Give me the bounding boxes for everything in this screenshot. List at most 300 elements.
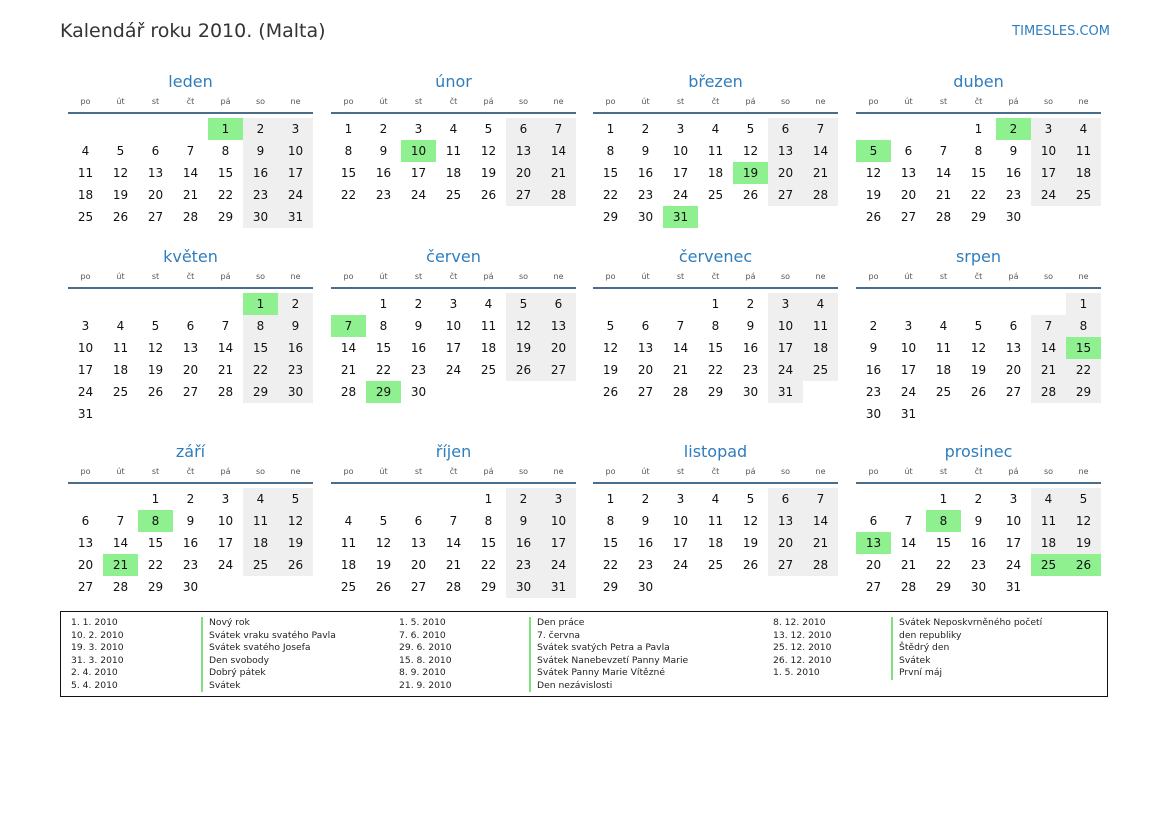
day-cell[interactable]: 20 [182,363,199,377]
day-cell[interactable]: 2 [869,319,878,333]
day-cell[interactable]: 23 [243,184,278,206]
day-cell[interactable]: 28 [672,385,689,399]
day-cell[interactable]: 9 [278,315,313,337]
day-cell[interactable]: 19 [278,532,313,554]
day-cell[interactable]: 27 [182,385,199,399]
day-cell[interactable]: 11 [77,166,94,180]
day-cell[interactable]: 2 [506,488,541,510]
day-cell[interactable]: 2 [243,118,278,140]
day-cell[interactable]: 21 [217,363,234,377]
day-cell[interactable]: 18 [707,536,724,550]
day-cell[interactable]: 23 [506,554,541,576]
day-cell[interactable]: 31 [768,381,803,403]
day-cell[interactable]: 3 [904,319,913,333]
day-cell[interactable]: 5 [974,319,983,333]
day-cell[interactable]: 16 [742,341,759,355]
day-cell[interactable]: 7 [676,319,685,333]
day-cell[interactable]: 1 [379,297,388,311]
day-cell[interactable]: 18 [707,166,724,180]
day-cell[interactable]: 18 [1066,162,1101,184]
day-cell[interactable]: 21 [900,558,917,572]
day-cell[interactable]: 23 [742,363,759,377]
day-cell[interactable]: 6 [1009,319,1018,333]
day-cell[interactable]: 3 [278,118,313,140]
day-cell[interactable]: 14 [803,510,838,532]
day-cell[interactable]: 19 [602,363,619,377]
day-cell[interactable]: 14 [900,536,917,550]
day-cell[interactable]: 19 [742,536,759,550]
day-cell[interactable]: 17 [445,341,462,355]
day-cell[interactable]: 20 [768,532,803,554]
day-cell[interactable]: 26 [112,210,129,224]
day-cell[interactable]: 28 [803,554,838,576]
day-cell[interactable]: 13 [182,341,199,355]
day-cell[interactable]: 17 [217,536,234,550]
day-cell[interactable]: 10 [77,341,94,355]
day-cell[interactable]: 12 [480,144,497,158]
day-cell[interactable]: 31 [900,407,917,421]
day-cell[interactable]: 30 [970,580,987,594]
day-cell[interactable]: 16 [1005,166,1022,180]
day-cell[interactable]: 6 [768,488,803,510]
day-cell[interactable]: 15 [375,341,392,355]
day-cell[interactable]: 19 [1066,532,1101,554]
day-cell[interactable]: 9 [869,341,878,355]
day-cell[interactable]: 10 [278,140,313,162]
day-cell[interactable]: 28 [112,580,129,594]
day-cell[interactable]: 19 [112,188,129,202]
day-cell[interactable]: 13 [1005,341,1022,355]
day-cell[interactable]: 10 [900,341,917,355]
day-cell[interactable]: 9 [379,144,388,158]
day-cell[interactable]: 28 [900,580,917,594]
day-cell[interactable]: 4 [344,514,353,528]
day-cell[interactable]: 15 [217,166,234,180]
day-cell[interactable]: 25 [112,385,129,399]
day-cell[interactable]: 28 [445,580,462,594]
day-cell[interactable]: 27 [900,210,917,224]
day-cell[interactable]: 20 [768,162,803,184]
day-cell[interactable]: 8 [974,144,983,158]
day-cell[interactable]: 6 [541,293,576,315]
day-cell[interactable]: 11 [243,510,278,532]
day-cell[interactable]: 20 [637,363,654,377]
day-cell[interactable]: 16 [375,166,392,180]
day-cell[interactable]: 11 [480,319,497,333]
day-cell[interactable]: 7 [186,144,195,158]
day-cell[interactable]: 22 [602,558,619,572]
day-cell[interactable]: 17 [77,363,94,377]
day-cell[interactable]: 17 [900,363,917,377]
day-cell[interactable]: 24 [278,184,313,206]
day-cell[interactable]: 28 [803,184,838,206]
day-cell[interactable]: 8 [243,315,278,337]
day-cell[interactable]: 18 [243,532,278,554]
day-cell[interactable]: 21 [445,558,462,572]
day-cell[interactable]: 25 [803,359,838,381]
day-cell[interactable]: 22 [480,558,497,572]
day-cell[interactable]: 30 [637,210,654,224]
day-cell[interactable]: 10 [1031,140,1066,162]
day-cell[interactable]: 25 [935,385,952,399]
day-cell[interactable]: 17 [672,166,689,180]
day-cell[interactable]: 2 [641,492,650,506]
day-cell[interactable]: 12 [112,166,129,180]
day-cell[interactable]: 1 [606,492,615,506]
day-cell[interactable]: 5 [856,140,891,162]
day-cell[interactable]: 3 [676,122,685,136]
day-cell[interactable]: 1 [1066,293,1101,315]
day-cell[interactable]: 7 [221,319,230,333]
day-cell[interactable]: 23 [637,558,654,572]
day-cell[interactable]: 4 [243,488,278,510]
day-cell[interactable]: 12 [742,144,759,158]
day-cell[interactable]: 25 [1031,554,1066,576]
day-cell[interactable]: 27 [77,580,94,594]
day-cell[interactable]: 14 [541,140,576,162]
day-cell[interactable]: 5 [379,514,388,528]
day-cell[interactable]: 3 [768,293,803,315]
day-cell[interactable]: 10 [768,315,803,337]
day-cell[interactable]: 6 [506,118,541,140]
day-cell[interactable]: 13 [541,315,576,337]
day-cell[interactable]: 23 [970,558,987,572]
day-cell[interactable]: 24 [768,359,803,381]
day-cell[interactable]: 27 [637,385,654,399]
day-cell[interactable]: 15 [707,341,724,355]
day-cell[interactable]: 14 [935,166,952,180]
brand-link[interactable]: TIMESLES.COM [1012,24,1110,39]
day-cell[interactable]: 30 [182,580,199,594]
day-cell[interactable]: 31 [77,407,94,421]
day-cell[interactable]: 29 [602,210,619,224]
day-cell[interactable]: 7 [803,488,838,510]
day-cell[interactable]: 10 [217,514,234,528]
day-cell[interactable]: 13 [77,536,94,550]
day-cell[interactable]: 12 [970,341,987,355]
day-cell[interactable]: 8 [344,144,353,158]
day-cell[interactable]: 18 [77,188,94,202]
day-cell[interactable]: 7 [449,514,458,528]
day-cell[interactable]: 27 [1005,385,1022,399]
day-cell[interactable]: 8 [138,510,173,532]
day-cell[interactable]: 19 [506,337,541,359]
day-cell[interactable]: 22 [340,188,357,202]
day-cell[interactable]: 12 [278,510,313,532]
day-cell[interactable]: 4 [711,122,720,136]
day-cell[interactable]: 18 [935,363,952,377]
day-cell[interactable]: 7 [1031,315,1066,337]
day-cell[interactable]: 4 [1066,118,1101,140]
day-cell[interactable]: 20 [147,188,164,202]
day-cell[interactable]: 29 [935,580,952,594]
day-cell[interactable]: 30 [865,407,882,421]
day-cell[interactable]: 21 [1031,359,1066,381]
day-cell[interactable]: 29 [707,385,724,399]
day-cell[interactable]: 9 [186,514,195,528]
day-cell[interactable]: 6 [641,319,650,333]
day-cell[interactable]: 26 [742,558,759,572]
day-cell[interactable]: 25 [243,554,278,576]
day-cell[interactable]: 15 [340,166,357,180]
day-cell[interactable]: 26 [480,188,497,202]
day-cell[interactable]: 30 [410,385,427,399]
day-cell[interactable]: 16 [637,536,654,550]
day-cell[interactable]: 23 [865,385,882,399]
day-cell[interactable]: 11 [707,514,724,528]
day-cell[interactable]: 9 [506,510,541,532]
day-cell[interactable]: 29 [147,580,164,594]
day-cell[interactable]: 17 [1031,162,1066,184]
day-cell[interactable]: 22 [935,558,952,572]
day-cell[interactable]: 11 [112,341,129,355]
day-cell[interactable]: 7 [116,514,125,528]
day-cell[interactable]: 22 [602,188,619,202]
day-cell[interactable]: 6 [904,144,913,158]
day-cell[interactable]: 2 [996,118,1031,140]
day-cell[interactable]: 14 [803,140,838,162]
day-cell[interactable]: 2 [186,492,195,506]
day-cell[interactable]: 12 [865,166,882,180]
day-cell[interactable]: 23 [637,188,654,202]
day-cell[interactable]: 3 [449,297,458,311]
day-cell[interactable]: 23 [182,558,199,572]
day-cell[interactable]: 8 [1066,315,1101,337]
day-cell[interactable]: 24 [672,558,689,572]
day-cell[interactable]: 3 [676,492,685,506]
day-cell[interactable]: 4 [116,319,125,333]
day-cell[interactable]: 19 [865,188,882,202]
day-cell[interactable]: 7 [939,144,948,158]
day-cell[interactable]: 3 [221,492,230,506]
day-cell[interactable]: 2 [746,297,755,311]
day-cell[interactable]: 14 [340,341,357,355]
day-cell[interactable]: 12 [375,536,392,550]
day-cell[interactable]: 20 [865,558,882,572]
day-cell[interactable]: 13 [768,140,803,162]
day-cell[interactable]: 19 [147,363,164,377]
day-cell[interactable]: 3 [1009,492,1018,506]
day-cell[interactable]: 5 [1066,488,1101,510]
day-cell[interactable]: 21 [182,188,199,202]
day-cell[interactable]: 27 [768,184,803,206]
day-cell[interactable]: 20 [900,188,917,202]
day-cell[interactable]: 8 [926,510,961,532]
day-cell[interactable]: 28 [541,184,576,206]
day-cell[interactable]: 26 [1066,554,1101,576]
day-cell[interactable]: 30 [278,381,313,403]
day-cell[interactable]: 24 [900,385,917,399]
day-cell[interactable]: 5 [151,319,160,333]
day-cell[interactable]: 5 [484,122,493,136]
day-cell[interactable]: 6 [768,118,803,140]
day-cell[interactable]: 22 [147,558,164,572]
day-cell[interactable]: 24 [445,363,462,377]
day-cell[interactable]: 20 [1005,363,1022,377]
day-cell[interactable]: 9 [414,319,423,333]
day-cell[interactable]: 13 [147,166,164,180]
day-cell[interactable]: 29 [1066,381,1101,403]
day-cell[interactable]: 26 [147,385,164,399]
day-cell[interactable]: 15 [602,166,619,180]
day-cell[interactable]: 15 [970,166,987,180]
day-cell[interactable]: 1 [606,122,615,136]
day-cell[interactable]: 21 [803,532,838,554]
day-cell[interactable]: 22 [970,188,987,202]
day-cell[interactable]: 12 [147,341,164,355]
day-cell[interactable]: 24 [1005,558,1022,572]
day-cell[interactable]: 1 [344,122,353,136]
day-cell[interactable]: 13 [506,140,541,162]
day-cell[interactable]: 29 [243,381,278,403]
day-cell[interactable]: 9 [974,514,983,528]
day-cell[interactable]: 5 [116,144,125,158]
day-cell[interactable]: 11 [1031,510,1066,532]
day-cell[interactable]: 30 [243,206,278,228]
day-cell[interactable]: 1 [939,492,948,506]
day-cell[interactable]: 24 [217,558,234,572]
day-cell[interactable]: 17 [1005,536,1022,550]
day-cell[interactable]: 31 [663,206,698,228]
day-cell[interactable]: 8 [379,319,388,333]
day-cell[interactable]: 16 [865,363,882,377]
day-cell[interactable]: 21 [803,162,838,184]
day-cell[interactable]: 17 [410,166,427,180]
day-cell[interactable]: 7 [541,118,576,140]
day-cell[interactable]: 2 [641,122,650,136]
day-cell[interactable]: 9 [243,140,278,162]
day-cell[interactable]: 5 [606,319,615,333]
day-cell[interactable]: 8 [484,514,493,528]
day-cell[interactable]: 21 [340,363,357,377]
day-cell[interactable]: 11 [1066,140,1101,162]
day-cell[interactable]: 1 [243,293,278,315]
day-cell[interactable]: 22 [1066,359,1101,381]
day-cell[interactable]: 27 [506,184,541,206]
day-cell[interactable]: 5 [746,492,755,506]
day-cell[interactable]: 13 [637,341,654,355]
day-cell[interactable]: 7 [331,315,366,337]
day-cell[interactable]: 22 [243,359,278,381]
day-cell[interactable]: 3 [81,319,90,333]
day-cell[interactable]: 10 [1005,514,1022,528]
day-cell[interactable]: 28 [217,385,234,399]
day-cell[interactable]: 5 [278,488,313,510]
day-cell[interactable]: 23 [375,188,392,202]
day-cell[interactable]: 12 [506,315,541,337]
day-cell[interactable]: 16 [506,532,541,554]
day-cell[interactable]: 21 [541,162,576,184]
day-cell[interactable]: 30 [637,580,654,594]
day-cell[interactable]: 19 [480,166,497,180]
day-cell[interactable]: 8 [606,514,615,528]
day-cell[interactable]: 22 [217,188,234,202]
day-cell[interactable]: 5 [506,293,541,315]
day-cell[interactable]: 10 [401,140,436,162]
day-cell[interactable]: 5 [746,122,755,136]
day-cell[interactable]: 14 [445,536,462,550]
day-cell[interactable]: 3 [1031,118,1066,140]
day-cell[interactable]: 24 [1031,184,1066,206]
day-cell[interactable]: 29 [366,381,401,403]
day-cell[interactable]: 10 [445,319,462,333]
day-cell[interactable]: 2 [414,297,423,311]
day-cell[interactable]: 14 [1031,337,1066,359]
day-cell[interactable]: 30 [506,576,541,598]
day-cell[interactable]: 17 [672,536,689,550]
day-cell[interactable]: 24 [672,188,689,202]
day-cell[interactable]: 12 [1066,510,1101,532]
day-cell[interactable]: 10 [541,510,576,532]
day-cell[interactable]: 26 [506,359,541,381]
day-cell[interactable]: 1 [484,492,493,506]
day-cell[interactable]: 31 [1005,580,1022,594]
day-cell[interactable]: 7 [803,118,838,140]
day-cell[interactable]: 23 [278,359,313,381]
day-cell[interactable]: 31 [541,576,576,598]
day-cell[interactable]: 13 [900,166,917,180]
day-cell[interactable]: 24 [541,554,576,576]
day-cell[interactable]: 14 [672,341,689,355]
day-cell[interactable]: 17 [278,162,313,184]
day-cell[interactable]: 28 [935,210,952,224]
day-cell[interactable]: 9 [746,319,755,333]
day-cell[interactable]: 20 [541,337,576,359]
day-cell[interactable]: 4 [939,319,948,333]
day-cell[interactable]: 11 [445,144,462,158]
day-cell[interactable]: 25 [707,558,724,572]
day-cell[interactable]: 15 [480,536,497,550]
day-cell[interactable]: 28 [182,210,199,224]
day-cell[interactable]: 20 [410,558,427,572]
day-cell[interactable]: 4 [484,297,493,311]
day-cell[interactable]: 16 [410,341,427,355]
day-cell[interactable]: 27 [147,210,164,224]
day-cell[interactable]: 11 [935,341,952,355]
day-cell[interactable]: 26 [278,554,313,576]
day-cell[interactable]: 28 [1031,381,1066,403]
day-cell[interactable]: 25 [445,188,462,202]
day-cell[interactable]: 13 [856,532,891,554]
day-cell[interactable]: 17 [541,532,576,554]
day-cell[interactable]: 27 [865,580,882,594]
day-cell[interactable]: 6 [869,514,878,528]
day-cell[interactable]: 22 [707,363,724,377]
day-cell[interactable]: 28 [340,385,357,399]
day-cell[interactable]: 15 [935,536,952,550]
day-cell[interactable]: 14 [182,166,199,180]
day-cell[interactable]: 10 [672,514,689,528]
day-cell[interactable]: 18 [112,363,129,377]
day-cell[interactable]: 7 [904,514,913,528]
day-cell[interactable]: 8 [606,144,615,158]
day-cell[interactable]: 17 [768,337,803,359]
day-cell[interactable]: 18 [480,341,497,355]
day-cell[interactable]: 29 [480,580,497,594]
day-cell[interactable]: 21 [103,554,138,576]
day-cell[interactable]: 4 [1031,488,1066,510]
day-cell[interactable]: 27 [541,359,576,381]
day-cell[interactable]: 19 [375,558,392,572]
day-cell[interactable]: 26 [970,385,987,399]
day-cell[interactable]: 11 [340,536,357,550]
day-cell[interactable]: 6 [186,319,195,333]
day-cell[interactable]: 1 [974,122,983,136]
day-cell[interactable]: 13 [768,510,803,532]
day-cell[interactable]: 27 [410,580,427,594]
day-cell[interactable]: 2 [278,293,313,315]
day-cell[interactable]: 10 [672,144,689,158]
